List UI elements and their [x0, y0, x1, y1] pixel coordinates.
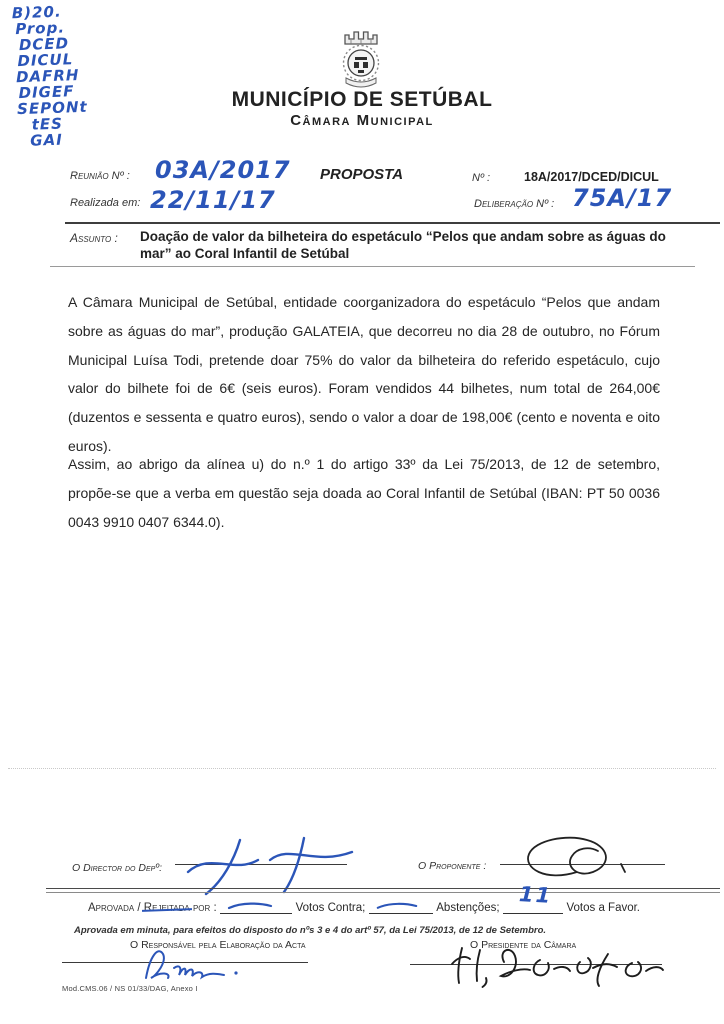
director-label: O Director do Depº:: [72, 862, 163, 874]
rejeitada-label-struck: Rejeitada: [143, 902, 190, 914]
por-label: por :: [192, 902, 217, 914]
faint-fold-line: [8, 768, 716, 769]
deliberacao-value-handwritten: 75A/17: [572, 184, 673, 212]
director-signature: [182, 834, 357, 896]
proponente-label: O Proponente :: [418, 860, 487, 872]
votos-favor-blank: [503, 882, 563, 914]
votos-favor-label: Votos a Favor.: [566, 902, 640, 914]
votos-favor-value-handwritten: 11: [518, 882, 553, 908]
margin-note-line: DIGEF: [18, 82, 75, 103]
realizada-em-label: Realizada em:: [70, 197, 141, 209]
abstencoes-blank: [369, 899, 433, 914]
realizada-em-value-handwritten: 22/11/17: [150, 186, 276, 214]
municipality-title: MUNICÍPIO DE SETÚBAL: [231, 88, 493, 111]
margin-note-line: DICUL: [17, 50, 74, 71]
setubal-coat-of-arms-icon: [331, 26, 391, 97]
presidente-signature: [448, 942, 663, 987]
margin-note-line: SEPONt: [16, 97, 88, 119]
camara-municipal-subtitle: Câmara Municipal: [290, 112, 434, 129]
proponente-signature: [515, 830, 635, 885]
aprovada-rejeitada-por-label: [88, 902, 217, 914]
pen-dash-icon: [375, 901, 419, 911]
abstencoes-label: Abstenções;: [436, 902, 500, 914]
numero-value: 18A/2017/DCED/DICUL: [524, 170, 659, 184]
pen-dash-icon: [226, 901, 274, 911]
proposta-title: PROPOSTA: [320, 166, 404, 183]
reuniao-label: Reunião Nº :: [70, 170, 130, 182]
margin-note-line: Prop.: [15, 18, 66, 39]
margin-note-line: B)20.: [11, 2, 62, 23]
reuniao-value-handwritten: 03A/2017: [155, 156, 291, 184]
deliberacao-label: Deliberação Nº :: [474, 198, 555, 210]
responsavel-acta-label: O Responsável pela Elaboração da Acta: [130, 939, 306, 951]
body-paragraph-2: Assim, ao abrigo da alínea u) do n.º 1 do artigo 33º da Lei 75/2013, de 12 de setembro, propõe-se que a verba em questão seja doada ao Coral Infantil de Setúbal (IBAN: PT 50 0036 0043 9910 0407 6344.0).: [68, 456, 660, 530]
presidente-camara-label: O Presidente da Câmara: [470, 939, 577, 951]
body-paragraph-1: A Câmara Municipal de Setúbal, entidade coorganizadora do espetáculo “Pelos que andam sobre as águas do mar”, produção GALATEIA, que decorreu no dia 28 de outubro, no Fórum Municipal Luísa Todi, pretende doar 75% do valor da bilheteira do referido espetáculo, cujo valor do bilhete foi de 6€ (seis euros). Foram vendidos 44 bilhetes, num total de 264,00€ (duzentos e sessenta e quatro euros), sendo o valor a doar de 198,00€ (cento e noventa e oito euros).: [68, 294, 660, 454]
responsavel-signature: [138, 944, 258, 982]
margin-note-line: GAI: [29, 130, 64, 150]
margin-note-line: DAFRH: [15, 65, 80, 87]
aprovada-label: Aprovada /: [88, 902, 141, 914]
votos-contra-label: Votos Contra;: [295, 902, 366, 914]
assunto-subject-text: Doação de valor da bilheteira do espetáculo “Pelos que andam sobre as águas do mar” ao Coral Infantil de Setúbal: [140, 229, 666, 261]
section-double-rule: [46, 888, 720, 893]
margin-note-line: DCED: [18, 34, 70, 55]
header-divider-line: [65, 222, 720, 224]
approval-votes-row: [88, 882, 640, 914]
form-reference-footer: Mod.CMS.06 / NS 01/33/DAG, Anexo I: [62, 984, 198, 993]
minuta-note: Aprovada em minuta, para efeitos do disposto do nºs 3 e 4 do artº 57, da Lei 75/2013, de 12 de Setembro.: [73, 925, 547, 936]
numero-label: Nº :: [472, 172, 491, 184]
margin-note-line: tES: [31, 114, 64, 134]
assunto-divider-line: [50, 266, 695, 267]
assunto-label: Assunto :: [70, 231, 118, 245]
votos-contra-blank: [220, 899, 292, 914]
